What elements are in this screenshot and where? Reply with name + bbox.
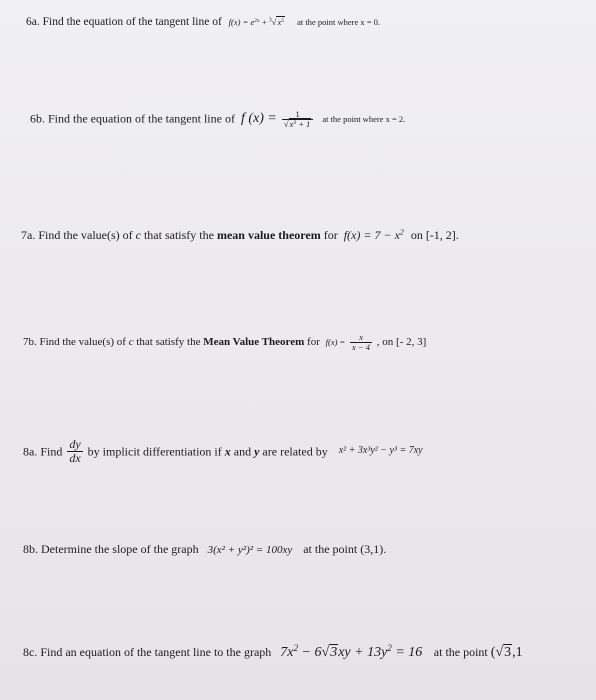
question-6b-numerator: 1 [282, 110, 313, 120]
question-6b-den-x: x [289, 118, 294, 129]
question-6b-den-plus: + 1 [298, 118, 311, 129]
question-7a-for: for [323, 228, 338, 242]
question-8a-denominator: dx [69, 450, 81, 465]
question-6a-e: e [250, 17, 255, 27]
question-8b-label: 8b. Determine the slope of the graph [23, 542, 199, 556]
question-7a-label: 7a. Find the value(s) of [21, 228, 133, 242]
question-7b-theorem: Mean Value Theorem [203, 336, 305, 349]
question-6a-exp: 2x [254, 17, 260, 24]
question-8c-pt-rest: ,1 [512, 645, 523, 660]
question-7b-fraction [350, 333, 372, 352]
question-8a-x: x [224, 444, 231, 459]
question-7a-function [344, 228, 404, 242]
question-7b-denominator: x − 4 [352, 341, 371, 352]
question-6a-rad-base: x [277, 17, 282, 27]
question-8c-pt-rad: 3 [504, 645, 512, 660]
question-6a-suffix: at the point where x = 0. [297, 17, 381, 27]
question-8c-eq-c-exp: 2 [387, 643, 392, 653]
question-6a-radical-sign: √ [271, 17, 277, 27]
question-8c-equation [280, 645, 426, 660]
question-7a-theorem: mean value theorem [216, 228, 321, 242]
question-6b-fx: f (x) = [240, 111, 277, 127]
question-6b-denominator [282, 120, 313, 129]
question-6a-radicand [276, 16, 285, 27]
question-8b-equation: 3(x² + y²)² = 100xy [207, 544, 293, 556]
question-7b-c: c [128, 336, 134, 349]
question-7a-exp: 2 [399, 227, 404, 237]
question-8b [23, 543, 386, 556]
question-7b-mid: that satisfy the [136, 336, 201, 349]
question-7a-fx: f(x) = 7 − x [343, 228, 400, 242]
question-7a-c: c [135, 228, 141, 242]
question-7b-suffix: , on [- 2, 3] [376, 336, 427, 349]
question-6a-function [229, 17, 287, 27]
question-6b-den-exp: 3 [293, 119, 297, 126]
question-8a-numerator: dy [69, 437, 81, 451]
question-6a-label: 6a. Find the equation of the tangent line of [26, 16, 222, 28]
question-6b-suffix: at the point where x = 2. [322, 114, 406, 125]
question-8c-radical-sign: √ [321, 645, 330, 660]
question-8a [23, 438, 423, 465]
question-7a-suffix: on [-1, 2]. [410, 228, 459, 242]
question-7a-mid: that satisfy the [143, 228, 214, 242]
question-8a-label: 8a. Find [23, 444, 63, 459]
question-7b-fx: f(x) = [325, 337, 346, 348]
question-6b-radicand [289, 118, 312, 129]
question-6b-fraction [282, 110, 313, 129]
question-7b-numerator: x [350, 333, 372, 343]
question-7b [23, 333, 426, 352]
question-6a [26, 17, 380, 29]
question-8c-point [491, 644, 523, 660]
question-8c-eq-rad: 3 [330, 645, 338, 660]
question-8a-mid: by implicit differentiation if [87, 444, 222, 459]
question-7b-label: 7b. Find the value(s) of [23, 336, 126, 349]
question-8c-label: 8c. Find an equation of the tangent line to the graph [23, 645, 272, 659]
question-8c-eq-c: xy + 13y [338, 645, 388, 660]
question-8c [23, 643, 523, 660]
question-8c-pt-open: ( [490, 645, 496, 660]
question-8c-eq-a-exp: 2 [293, 643, 299, 653]
question-8a-tail: are related by [262, 444, 328, 459]
question-6b-radical-sign: √ [283, 118, 289, 129]
question-8a-y: y [254, 444, 260, 459]
question-6a-fx: f(x) = [228, 17, 249, 27]
question-8c-suffix: at the point [433, 645, 488, 659]
question-7b-for: for [307, 336, 320, 349]
question-8c-eq-b: − 6 [298, 645, 322, 660]
question-8a-derivative [67, 438, 82, 465]
question-7a [21, 229, 459, 241]
question-6a-rad-exp: 5 [281, 17, 284, 24]
question-6a-plus: + [261, 17, 267, 27]
question-8a-and: and [233, 444, 252, 459]
question-8a-equation: x² + 3x³y² − y³ = 7xy [338, 445, 423, 457]
question-6a-root-index: 3 [268, 17, 272, 24]
question-8c-eq-d: = 16 [391, 645, 423, 660]
question-6b [30, 110, 405, 129]
question-6b-label: 6b. Find the equation of the tangent line of [30, 111, 235, 126]
question-8b-suffix: at the point (3,1). [303, 542, 387, 556]
question-8c-eq-a: 7x [280, 645, 294, 660]
question-8c-pt-radical-sign: √ [495, 645, 504, 660]
